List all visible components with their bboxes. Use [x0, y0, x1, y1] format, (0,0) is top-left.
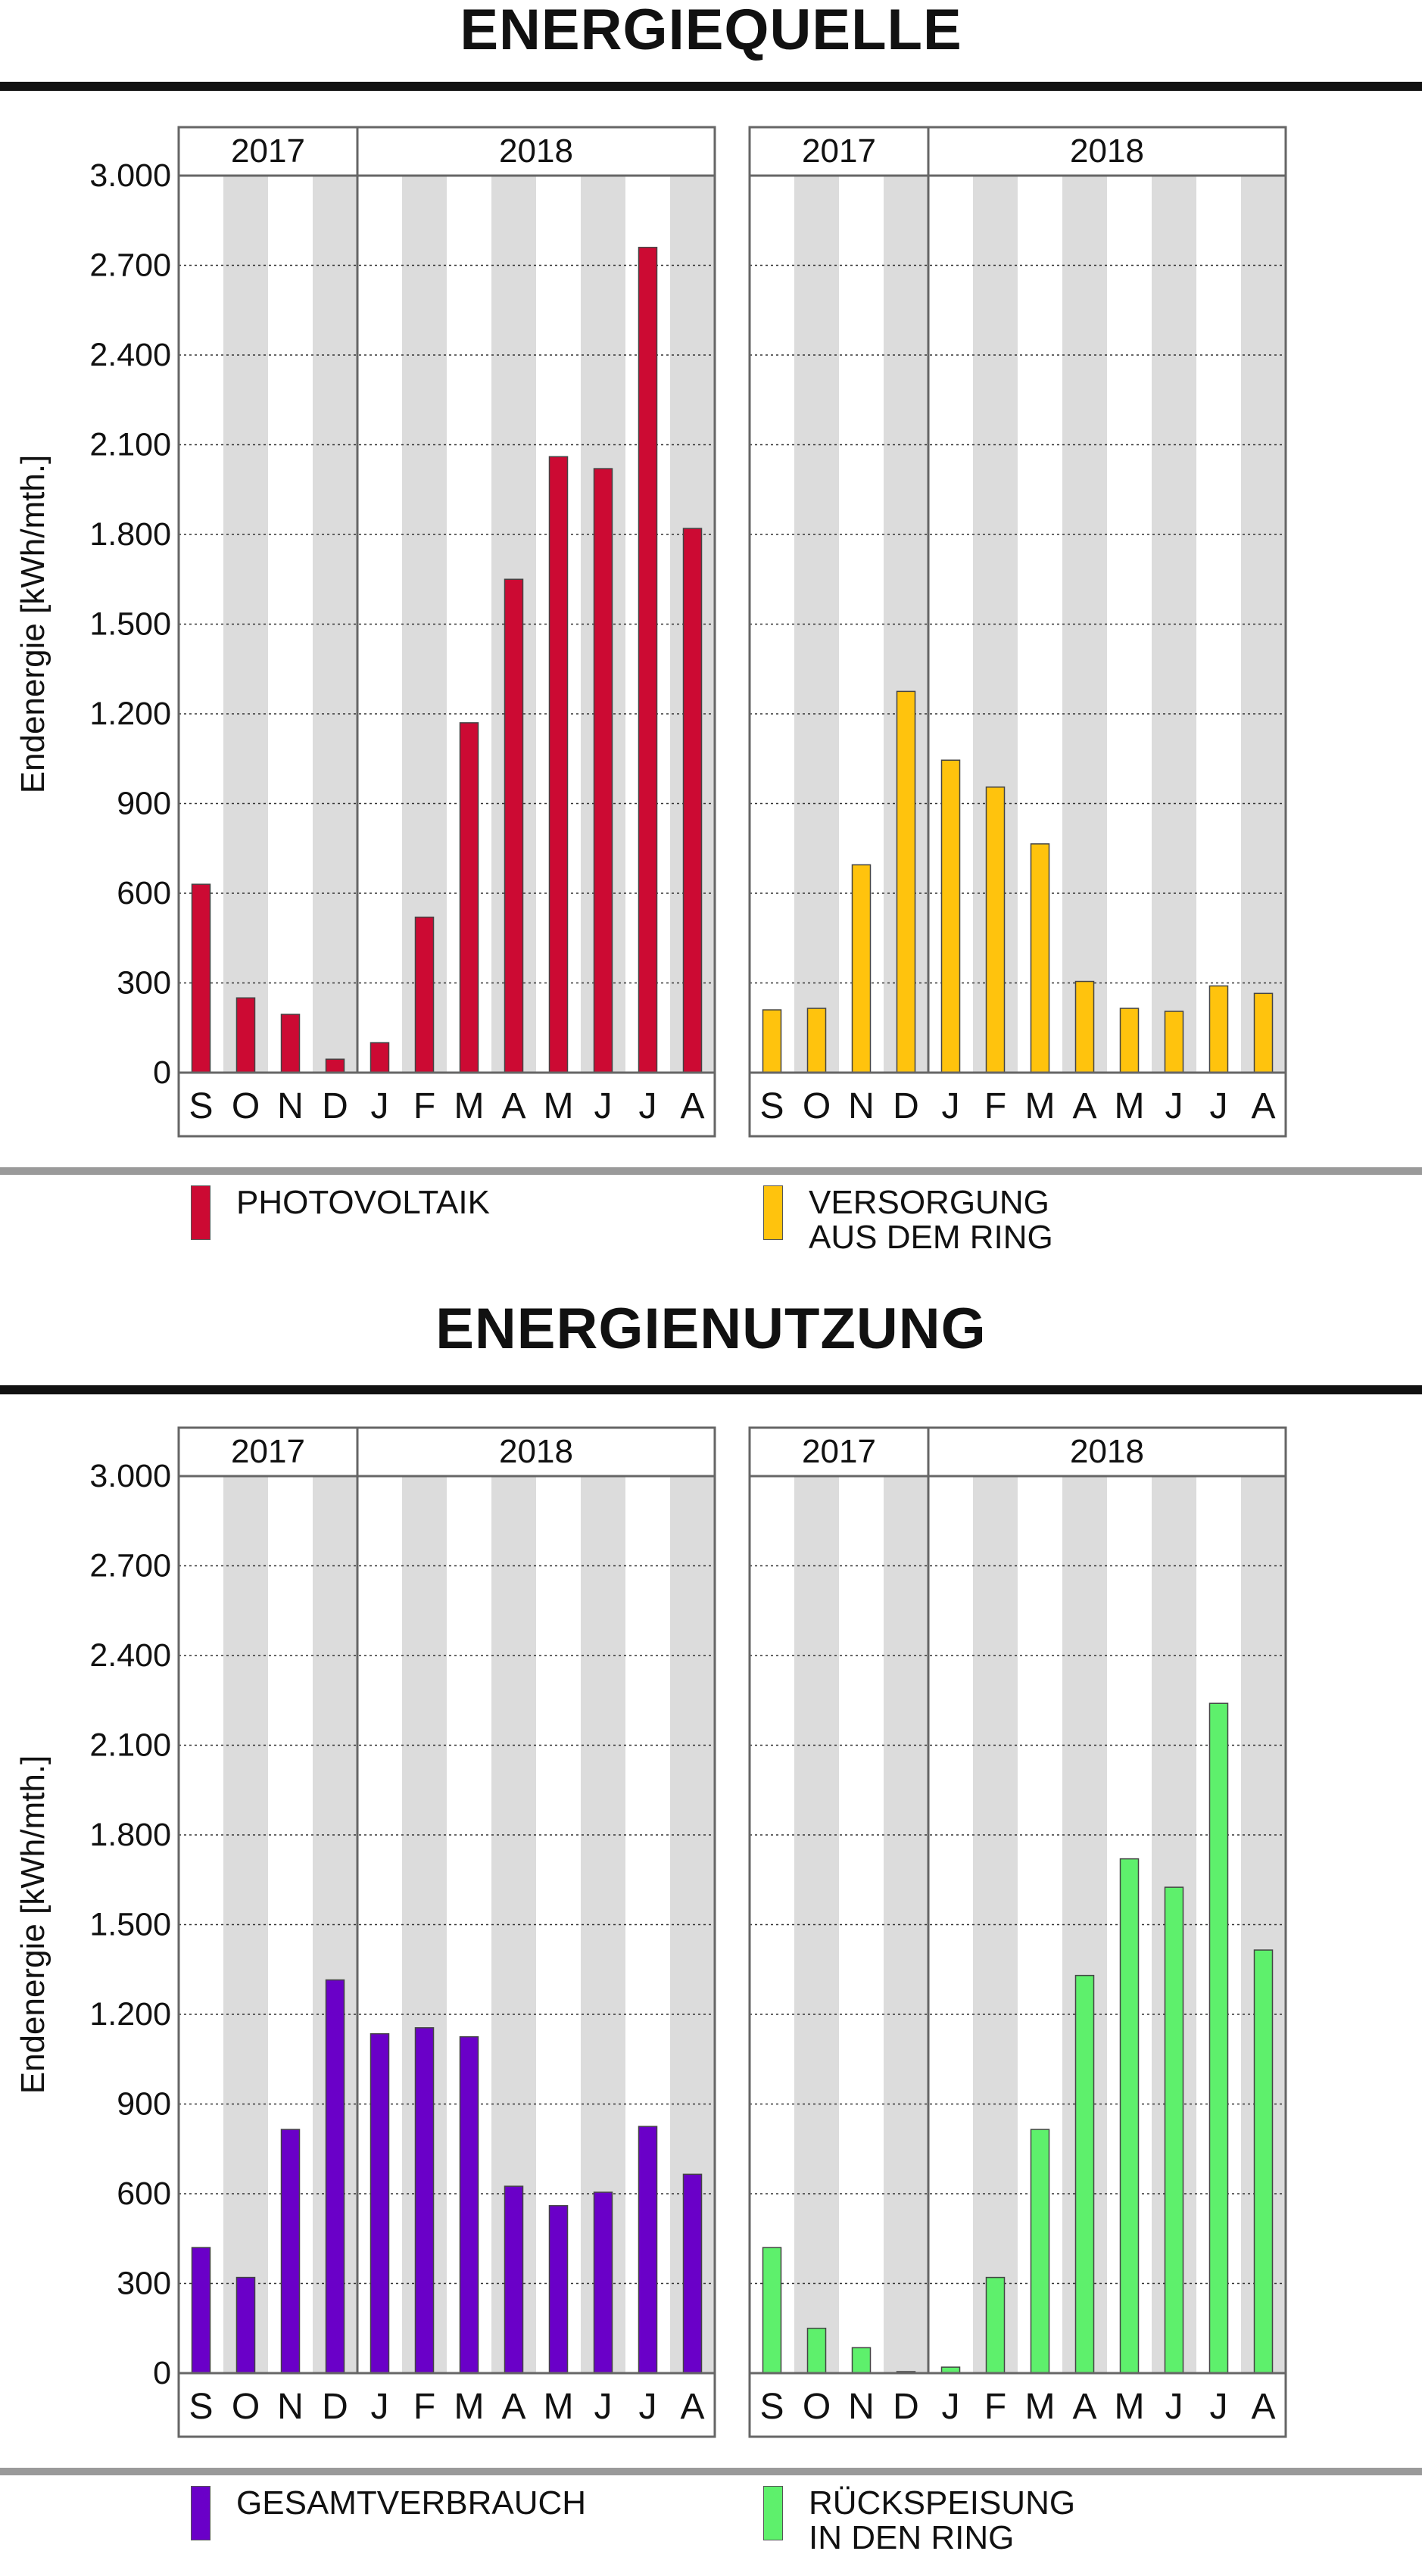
month-label: N: [848, 1086, 875, 1126]
month-label: J: [1165, 2387, 1183, 2427]
month-column-shade: [1241, 176, 1286, 1073]
month-label: S: [189, 2387, 214, 2427]
month-label: J: [594, 1086, 613, 1126]
month-label: J: [941, 2387, 960, 2427]
month-label: N: [277, 2387, 304, 2427]
month-label: J: [1165, 1086, 1183, 1126]
y-tick-label: 3.000: [89, 1458, 171, 1494]
y-tick-label: 600: [117, 2176, 171, 2212]
month-label: J: [370, 1086, 389, 1126]
bar: [853, 864, 871, 1073]
bar: [1255, 1950, 1273, 2373]
year-label: 2017: [231, 1433, 305, 1470]
legend-label: PHOTOVOLTAIK: [236, 1184, 490, 1221]
y-tick-label: 1.500: [89, 606, 171, 643]
month-label: J: [941, 1086, 960, 1126]
year-label: 2018: [1070, 1433, 1144, 1470]
month-label: M: [454, 1086, 485, 1126]
month-label: F: [413, 1086, 436, 1126]
legend-swatch: [191, 2486, 210, 2540]
bar: [1076, 1976, 1094, 2373]
bar: [987, 787, 1005, 1073]
month-label: D: [893, 2387, 919, 2427]
year-label: 2018: [1070, 132, 1144, 170]
legend-divider: [0, 1167, 1422, 1175]
legend-swatch: [763, 2486, 783, 2540]
bar: [942, 760, 960, 1073]
legend-swatch: [191, 1185, 210, 1240]
month-label: J: [370, 2387, 389, 2427]
month-label: O: [231, 2387, 260, 2427]
section-title-energiequelle: ENERGIEQUELLE: [460, 0, 962, 62]
month-label: A: [501, 2387, 526, 2427]
month-label: M: [543, 2387, 574, 2427]
month-column-shade: [794, 1476, 839, 2373]
y-tick-label: 1.800: [89, 1817, 171, 1853]
month-label: O: [231, 1086, 260, 1126]
bar: [1165, 1887, 1183, 2373]
legend-label: RÜCKSPEISUNG IN DEN RING: [809, 2484, 1076, 2557]
section-title-energienutzung: ENERGIENUTZUNG: [435, 1297, 987, 1361]
y-tick-label: 0: [153, 2355, 171, 2391]
month-label: O: [802, 1086, 831, 1126]
month-label: S: [189, 1086, 214, 1126]
month-label: J: [638, 2387, 657, 2427]
y-tick-label: 1.200: [89, 1996, 171, 2032]
month-column-shade: [884, 1476, 928, 2373]
bar: [1165, 1011, 1183, 1073]
y-tick-label: 1.800: [89, 516, 171, 553]
month-label: A: [1072, 2387, 1097, 2427]
bar: [1121, 1008, 1139, 1073]
month-column-shade: [794, 176, 839, 1073]
month-label: A: [501, 1086, 526, 1126]
month-label: M: [1114, 2387, 1145, 2427]
y-tick-label: 1.200: [89, 696, 171, 732]
bar: [987, 2278, 1005, 2373]
month-label: M: [1024, 2387, 1056, 2427]
month-label: J: [638, 1086, 657, 1126]
y-tick-label: 2.700: [89, 247, 171, 284]
month-label: M: [454, 2387, 485, 2427]
y-tick-label: 3.000: [89, 157, 171, 194]
y-tick-label: 2.100: [89, 426, 171, 463]
month-label: A: [1251, 2387, 1276, 2427]
month-label: M: [1024, 1086, 1056, 1126]
y-tick-label: 300: [117, 964, 171, 1001]
year-label: 2017: [802, 1433, 876, 1470]
legend-item-gesamtverbrauch: [191, 2486, 586, 2540]
bar: [853, 2347, 871, 2373]
bar: [1031, 844, 1049, 1073]
month-label: S: [759, 2387, 784, 2427]
bar: [1255, 993, 1273, 1073]
month-label: A: [680, 1086, 705, 1126]
month-label: A: [1072, 1086, 1097, 1126]
year-label: 2018: [499, 132, 573, 170]
month-label: S: [759, 1086, 784, 1126]
y-axis-label: Endenergie [kWh/mth.]: [14, 454, 51, 794]
y-tick-label: 2.400: [89, 1637, 171, 1674]
year-label: 2017: [231, 132, 305, 170]
month-label: N: [848, 2387, 875, 2427]
year-label: 2017: [802, 132, 876, 170]
y-tick-label: 0: [153, 1054, 171, 1091]
month-label: A: [1251, 1086, 1276, 1126]
bar: [1210, 1703, 1228, 2373]
month-label: F: [413, 2387, 436, 2427]
y-tick-label: 900: [117, 2085, 171, 2123]
legend-item-versorgung: [763, 1185, 1053, 1255]
year-label: 2018: [499, 1433, 573, 1470]
bar: [763, 2247, 781, 2373]
month-label: N: [277, 1086, 304, 1126]
bar: [1210, 986, 1228, 1073]
y-tick-label: 2.100: [89, 1727, 171, 1764]
month-label: J: [1209, 1086, 1228, 1126]
legend-label: GESAMTVERBRAUCH: [236, 2484, 587, 2521]
y-axis-label: Endenergie [kWh/mth.]: [14, 1755, 51, 2095]
y-tick-label: 1.500: [89, 1906, 171, 1943]
legend-divider: [0, 2468, 1422, 2475]
y-tick-label: 600: [117, 875, 171, 911]
bar: [897, 691, 915, 1073]
month-label: J: [1209, 2387, 1228, 2427]
y-tick-label: 300: [117, 2265, 171, 2302]
month-label: D: [322, 1086, 348, 1126]
month-label: A: [680, 2387, 705, 2427]
month-label: F: [984, 1086, 1007, 1126]
bar: [763, 1010, 781, 1073]
bar: [326, 1059, 345, 1073]
bar: [1076, 982, 1094, 1073]
chart-versorgung: [0, 0, 1422, 1126]
month-label: J: [594, 2387, 613, 2427]
month-label: F: [984, 2387, 1007, 2427]
legend-item-rueckspeisung: [763, 2486, 1075, 2556]
legend-swatch: [763, 1185, 783, 1240]
y-tick-label: 2.400: [89, 337, 171, 373]
bar: [1031, 2129, 1049, 2373]
bar: [1121, 1859, 1139, 2373]
y-tick-label: 2.700: [89, 1547, 171, 1584]
month-label: D: [893, 1086, 919, 1126]
bar: [808, 1008, 826, 1073]
month-label: O: [802, 2387, 831, 2427]
month-label: M: [543, 1086, 574, 1126]
legend-label: VERSORGUNG AUS DEM RING: [809, 1184, 1053, 1257]
month-label: M: [1114, 1086, 1145, 1126]
y-tick-label: 900: [117, 785, 171, 822]
bar: [808, 2328, 826, 2373]
legend-item-photovoltaik: [191, 1185, 490, 1240]
chart-rueckspeisung: [0, 1300, 1422, 2427]
month-label: D: [322, 2387, 348, 2427]
